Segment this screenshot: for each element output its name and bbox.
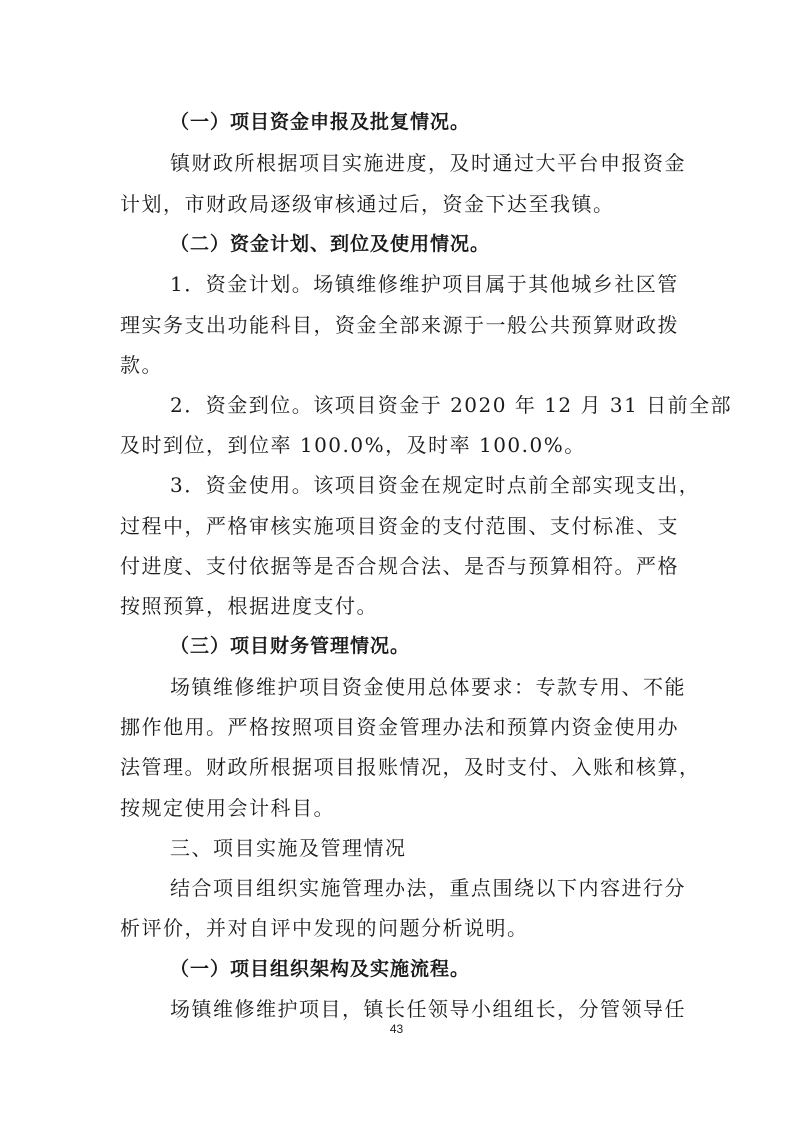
paragraph-line: 及时到位，到位率 100.0%，及时率 100.0%。 bbox=[120, 433, 586, 457]
paragraph-line: 按照预算，根据进度支付。 bbox=[120, 594, 378, 618]
paragraph-line: 3．资金使用。该项目资金在规定时点前全部实现支出， bbox=[170, 473, 701, 497]
section-heading: （一）项目组织架构及实施流程。 bbox=[170, 958, 471, 980]
paragraph-line: 1．资金计划。场镇维修维护项目属于其他城乡社区管 bbox=[170, 272, 679, 296]
paragraph-line: 理实务支出功能科目，资金全部来源于一般公共预算财政拨 bbox=[120, 313, 679, 337]
section-heading: （二）资金计划、到位及使用情况。 bbox=[170, 233, 491, 255]
paragraph-line: 按规定使用会计科目。 bbox=[120, 796, 335, 820]
paragraph-line: 镇财政所根据项目实施进度，及时通过大平台申报资金 bbox=[170, 151, 686, 175]
paragraph-line: 场镇维修维护项目，镇长任领导小组组长，分管领导任 bbox=[170, 997, 686, 1021]
paragraph-line: 析评价，并对自评中发现的问题分析说明。 bbox=[120, 916, 529, 940]
paragraph-line: 结合项目组织实施管理办法，重点围绕以下内容进行分 bbox=[170, 876, 686, 900]
paragraph-line: 付进度、支付依据等是否合规合法、是否与预算相符。严格 bbox=[120, 554, 679, 578]
paragraph-line: 2．资金到位。该项目资金于 2020 年 12 月 31 日前全部 bbox=[170, 393, 733, 417]
paragraph-line: 计划，市财政局逐级审核通过后，资金下达至我镇。 bbox=[120, 192, 615, 216]
paragraph-line: 场镇维修维护项目资金使用总体要求：专款专用、不能 bbox=[170, 675, 686, 699]
section-heading: （一）项目资金申报及批复情况。 bbox=[170, 111, 471, 133]
paragraph-line: 过程中，严格审核实施项目资金的支付范围、支付标准、支 bbox=[120, 514, 679, 538]
chapter-heading: 三、项目实施及管理情况 bbox=[170, 836, 407, 860]
paragraph-line: 法管理。财政所根据项目报账情况，及时支付、入账和核算， bbox=[120, 755, 701, 779]
paragraph-line: 款。 bbox=[120, 353, 163, 377]
paragraph-line: 挪作他用。严格按照项目资金管理办法和预算内资金使用办 bbox=[120, 715, 679, 739]
section-heading: （三）项目财务管理情况。 bbox=[170, 635, 411, 657]
page-number: 43 bbox=[389, 1022, 404, 1036]
